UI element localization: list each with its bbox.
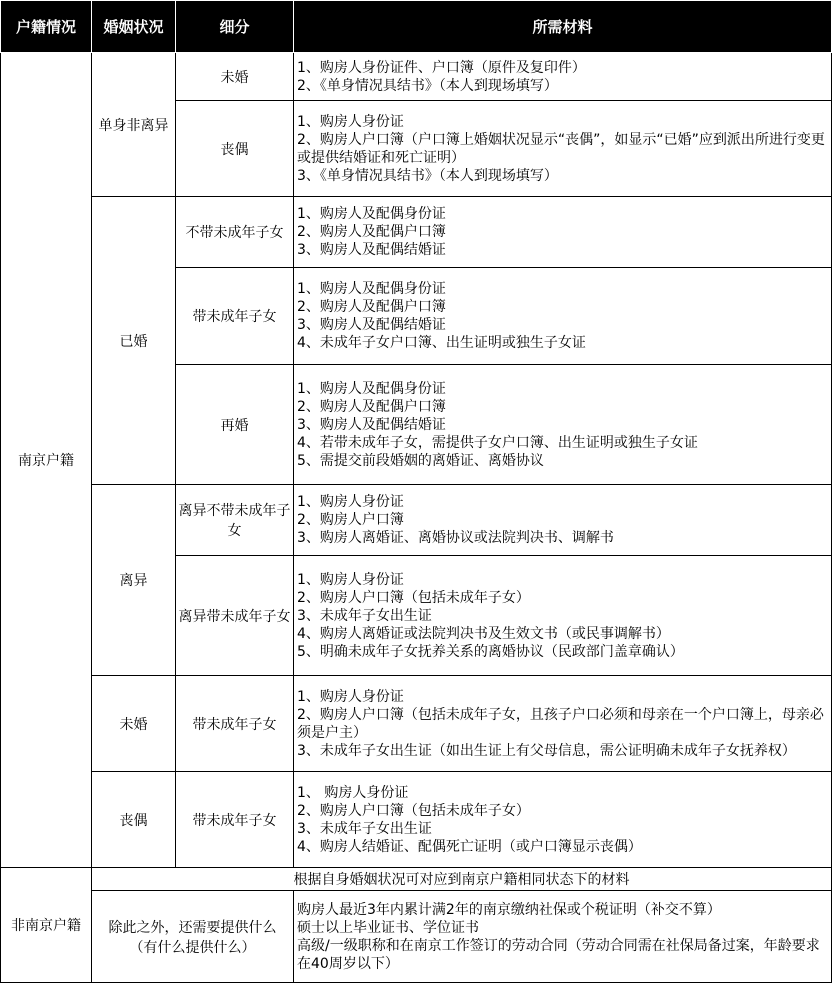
materials-cell: 1、购房人身份证 2、购房人户口簿 3、购房人离婚证、离婚协议或法院判决书、调解书: [294, 485, 832, 556]
marital-married: 已婚: [92, 197, 176, 485]
marital-unmarried: 未婚: [92, 676, 176, 772]
table-row: [1, 197, 832, 268]
header-marital: 婚姻状况: [92, 1, 176, 53]
header-hukou: 户籍情况: [1, 1, 92, 53]
materials-cell: 1、购房人及配偶身份证 2、购房人及配偶户口簿 3、购房人及配偶结婚证: [294, 197, 832, 268]
sub-divorced-no-minor: 离异不带未成年子女: [176, 485, 294, 556]
header-row: [1, 1, 832, 53]
table-row: [1, 676, 832, 772]
table-row: [1, 53, 832, 101]
non-nanjing-note: 根据自身婚姻状况可对应到南京户籍相同状态下的材料: [92, 868, 832, 891]
hukou-nanjing: 南京户籍: [1, 53, 92, 868]
table-row: [1, 868, 832, 891]
materials-cell: 1、 购房人身份证 2、购房人户口簿（包括未成年子女） 3、未成年子女出生证 4、购房人结婚证、配偶死亡证明（或户口簿显示丧偶）: [294, 772, 832, 868]
sub-with-minor: 带未成年子女: [176, 268, 294, 365]
materials-cell: 1、购房人身份证 2、购房人户口簿（包括未成年子女） 3、未成年子女出生证 4、购房人离婚证或法院判决书及生效文书（或民事调解书） 5、明确未成年子女抚养关系的离婚协议（民政部门盖章确认）: [294, 556, 832, 676]
sub-widowed: 丧偶: [176, 101, 294, 197]
marital-single: 单身非离异: [92, 53, 176, 197]
materials-cell: 1、购房人身份证 2、购房人户口簿（户口簿上婚姻状况显示“丧偶”，如显示“已婚”应到派出所进行变更或提供结婚证和死亡证明） 3、《单身情况具结书》（本人到现场填写）: [294, 101, 832, 197]
sub-widowed-with-minor: 带未成年子女: [176, 772, 294, 868]
materials-cell: 购房人最近3年内累计满2年的南京缴纳社保或个税证明（补交不算） 硕士以上毕业证书、学位证书 高级/一级职称和在南京工作签订的劳动合同（劳动合同需在社保局备过案，年龄要求在40周岁以下）: [294, 891, 832, 983]
table-row: [1, 891, 832, 983]
materials-cell: 1、购房人及配偶身份证 2、购房人及配偶户口簿 3、购房人及配偶结婚证 4、若带未成年子女，需提供子女户口簿、出生证明或独生子女证 5、需提交前段婚姻的离婚证、离婚协议: [294, 365, 832, 485]
materials-cell: 1、购房人身份证 2、购房人户口簿（包括未成年子女，且孩子户口必须和母亲在一个户口簿上，母亲必须是户主） 3、未成年子女出生证（如出生证上有父母信息，需公证明确未成年子女抚养权）: [294, 676, 832, 772]
materials-cell: 1、购房人及配偶身份证 2、购房人及配偶户口簿 3、购房人及配偶结婚证 4、未成年子女户口簿、出生证明或独生子女证: [294, 268, 832, 365]
non-nanjing-extra-label: 除此之外，还需要提供什么 （有什么提供什么）: [92, 891, 294, 983]
marital-widowed: 丧偶: [92, 772, 176, 868]
header-materials: 所需材料: [294, 1, 832, 53]
header-subdivision: 细分: [176, 1, 294, 53]
materials-cell: 1、购房人身份证件、户口簿（原件及复印件） 2、《单身情况具结书》（本人到现场填写）: [294, 53, 832, 101]
marital-divorced: 离异: [92, 485, 176, 676]
sub-unmarried-with-minor: 带未成年子女: [176, 676, 294, 772]
table-row: [1, 485, 832, 556]
sub-remarried: 再婚: [176, 365, 294, 485]
sub-unmarried: 未婚: [176, 53, 294, 101]
sub-no-minor: 不带未成年子女: [176, 197, 294, 268]
table-row: [1, 772, 832, 868]
sub-divorced-with-minor: 离异带未成年子女: [176, 556, 294, 676]
hukou-non-nanjing: 非南京户籍: [1, 868, 92, 983]
